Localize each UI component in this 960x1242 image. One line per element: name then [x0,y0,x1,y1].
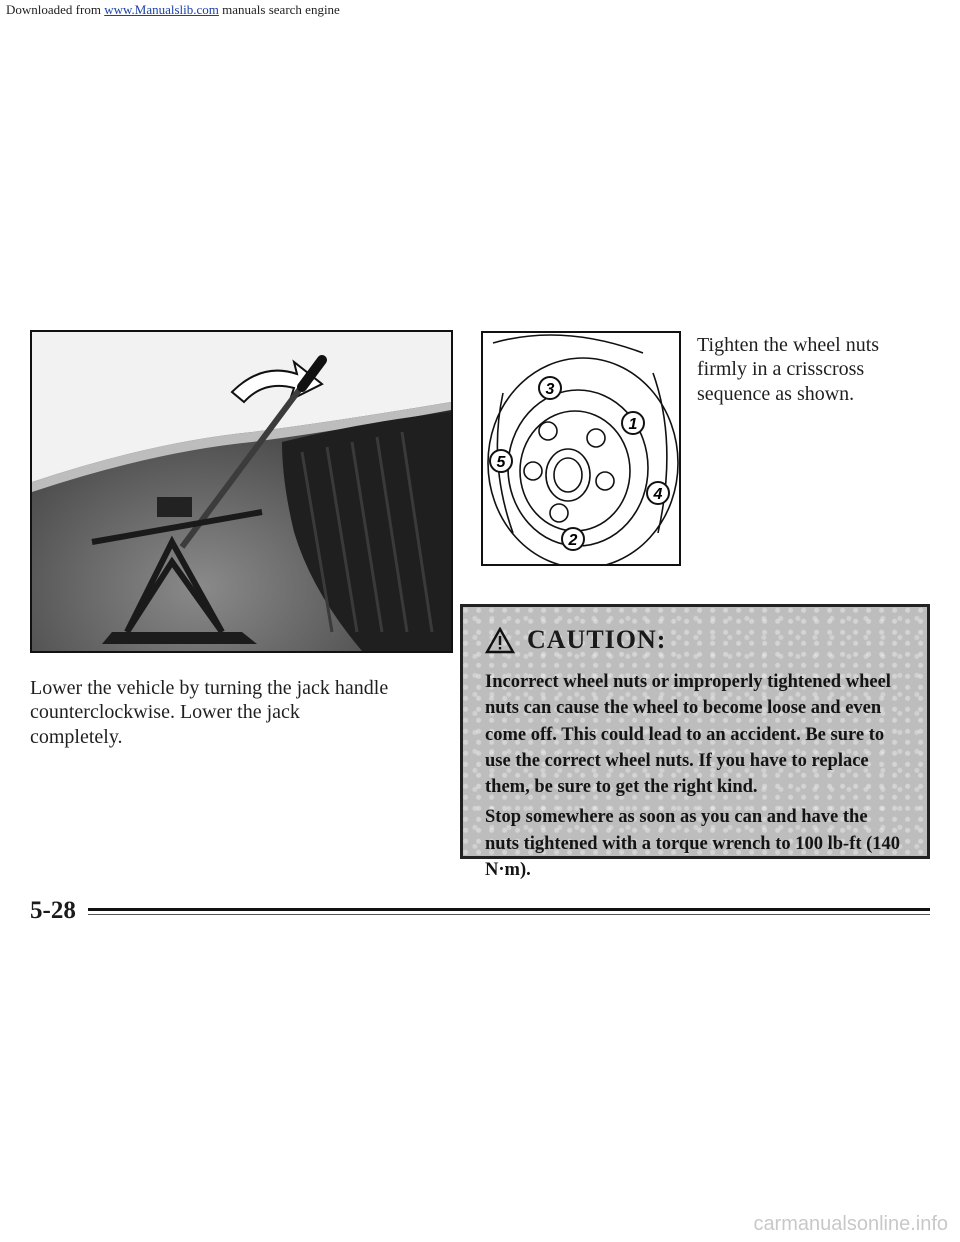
nut-3-label: 3 [545,381,555,398]
header-suffix: manuals search engine [218,2,340,17]
caution-title: CAUTION: [527,625,667,654]
nut-4-label: 4 [653,486,663,503]
nut-2-label: 2 [568,532,578,549]
jack-photo-illustration [32,332,451,651]
footer-rule [88,908,930,911]
tighten-instruction: Tighten the wheel nuts firmly in a crisscross sequence as shown. [697,334,880,405]
jack-photo [30,330,453,653]
wheel-nut-diagram [481,331,681,566]
nut-1-label: 1 [628,416,638,433]
caution-box [460,604,930,880]
footer-rule-thin [88,914,930,915]
watermark-footer: carmanualsonline.info [753,1213,948,1235]
manualslib-link[interactable]: www.Manualslib.com [104,2,219,17]
download-header [6,2,340,18]
caution-paragraph-1: Incorrect wheel nuts or improperly tightened wheel nuts can cause the wheel to become loose and even come off. This could lead to an accident. Be sure to use the correct wheel nuts. If you have to replace them, be sure to get the right kind. [485,672,891,798]
header-prefix: Downloaded from [6,2,105,17]
lower-instruction: Lower the vehicle by turning the jack handle counterclockwise. Lower the jack completely. [30,677,389,748]
page-number: 5-28 [30,897,76,924]
caution-paragraph-2: Stop somewhere as soon as you can and have the nuts tightened with a torque wrench to 100 lb-ft (140 N·m). [485,807,901,880]
caution-header [485,625,905,655]
wheel-nut-illustration [483,333,679,564]
warning-triangle-icon [485,627,515,654]
nut-5-label: 5 [496,454,506,471]
